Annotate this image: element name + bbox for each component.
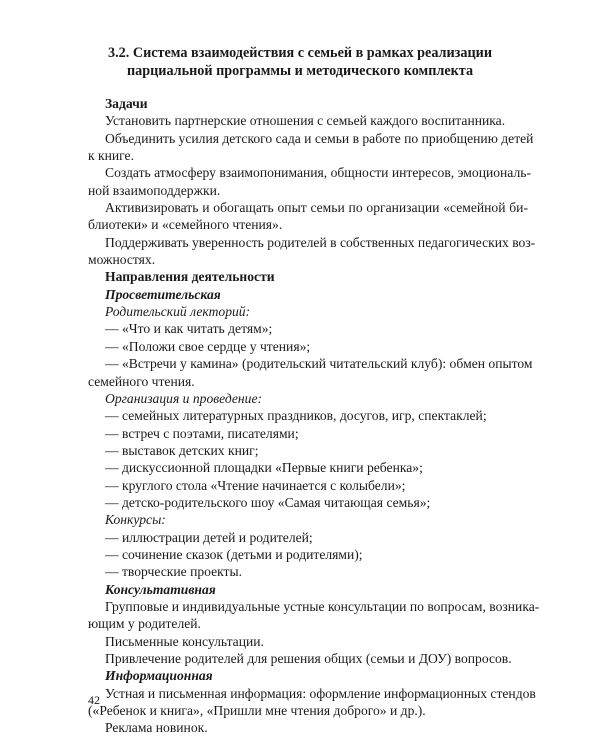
text-line: — сочинение сказок (детьми и родителями); — [105, 546, 363, 562]
text-line: Просветительская — [105, 286, 221, 302]
body-text — [88, 95, 540, 737]
text-line: Реклама новинок. — [105, 720, 208, 736]
text-line: Активизировать и обогащать опыт семьи по организации «семейной би- — [105, 200, 528, 216]
section-heading-line-2: парциальной программы и методического комплекта — [126, 63, 474, 79]
text-line: Устная и письменная информация: оформление информационных стендов — [105, 685, 536, 701]
text-line: — дискуссионной площадки «Первые книги ребенка»; — [105, 460, 423, 476]
text-line: — встреч с поэтами, писателями; — [105, 425, 299, 441]
section-heading-line-1: 3.2. Система взаимодействия с семьей в рамках реализации — [108, 45, 492, 61]
text-line: Письменные консультации. — [105, 633, 264, 649]
text-line: — «Что и как читать детям»; — [105, 321, 273, 337]
text-line: Конкурсы: — [105, 512, 166, 528]
text-line: Объединить усилия детского сада и семьи в работе по приобщению детей — [105, 130, 534, 146]
text-line: Направления деятельности — [105, 269, 275, 285]
text-line: Групповые и индивидуальные устные консультации по вопросам, возника- — [105, 598, 540, 614]
text-line: Информационная — [105, 668, 213, 684]
page-number: 42 — [88, 693, 100, 707]
text-line: Поддерживать уверенность родителей в собственных педагогических воз- — [105, 234, 536, 250]
text-line: Организация и проведение: — [105, 390, 263, 406]
text-line: — детско-родительского шоу «Самая читающая семья»; — [105, 494, 431, 510]
text-line: ющим у родителей. — [88, 616, 201, 632]
text-line: Создать атмосферу взаимопонимания, общности интересов, эмоциональ- — [105, 165, 531, 181]
text-line: к книге. — [88, 148, 134, 164]
text-line: — выставок детских книг; — [105, 442, 259, 458]
text-line: Установить партнерские отношения с семьей каждого воспитанника. — [105, 113, 506, 129]
text-line: («Ребенок и книга», «Пришли мне чтения доброго» и др.). — [88, 703, 426, 719]
section-heading — [60, 44, 540, 80]
text-line: — круглого стола «Чтение начинается с колыбели»; — [105, 477, 406, 493]
text-line: — семейных литературных праздников, досугов, игр, спектаклей; — [105, 408, 487, 424]
text-line: — творческие проекты. — [105, 564, 243, 580]
text-line: ной взаимоподдержки. — [88, 182, 221, 198]
text-line: Родительский лекторий: — [105, 304, 251, 320]
text-line: — «Положи свое сердце у чтения»; — [105, 338, 311, 354]
text-line: можностях. — [88, 252, 156, 268]
text-line: — «Встречи у камина» (родительский читательский клуб): обмен опытом — [105, 356, 533, 372]
text-line: блиотеки» и «семейного чтения». — [88, 217, 283, 233]
text-line: Консультативная — [105, 581, 216, 597]
text-line: Задачи — [105, 96, 148, 111]
text-line: — иллюстрации детей и родителей; — [105, 529, 313, 545]
text-line: Привлечение родителей для решения общих (семьи и ДОУ) вопросов. — [105, 651, 512, 666]
text-line: семейного чтения. — [88, 373, 195, 389]
